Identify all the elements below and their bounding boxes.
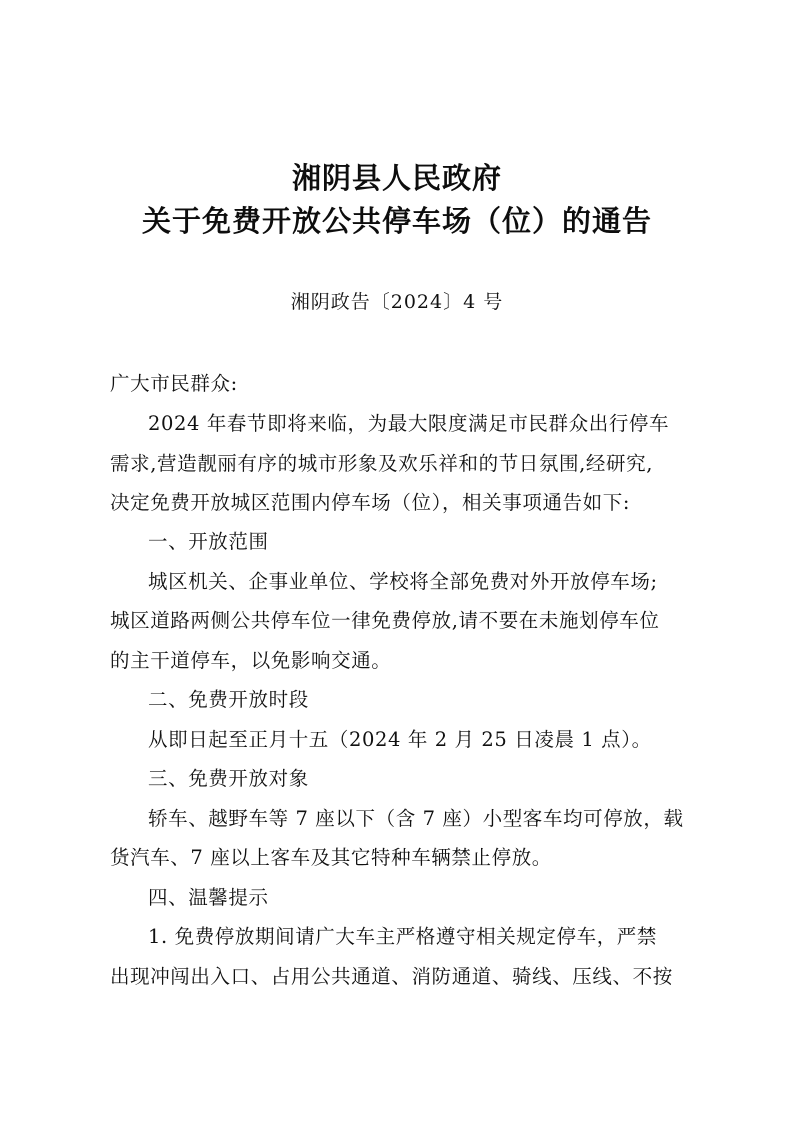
body-line: 城区机关、企事业单位、学校将全部免费对外开放停车场; [148, 570, 658, 593]
body-line: 决定免费开放城区范围内停车场（位），相关事项通告如下: [110, 491, 631, 514]
document-title-line-1: 湘阴县人民政府 [291, 161, 502, 195]
body-line: 从即日起至正月十五（2024 年 2 月 25 日凌晨 1 点）。 [148, 728, 652, 751]
document-title-line-2: 关于免费开放公共停车场（位）的通告 [141, 204, 652, 238]
section-heading: 二、免费开放时段 [148, 688, 309, 711]
document-number: 湘阴政告〔2024〕4 号 [290, 291, 504, 313]
body-line: 2024 年春节即将来临，为最大限度满足市民群众出行停车 [148, 412, 670, 435]
body-line: 货汽车、7 座以上客车及其它特种车辆禁止停放。 [110, 846, 552, 869]
section-heading: 三、免费开放对象 [148, 767, 309, 790]
salutation: 广大市民群众: [110, 372, 238, 395]
body-line: 的主干道停车，以免影响交通。 [110, 649, 392, 672]
section-heading: 一、开放范围 [148, 530, 269, 553]
body-line: 需求,营造靓丽有序的城市形象及欢乐祥和的节日氛围,经研究, [110, 452, 653, 475]
body-line: 城区道路两侧公共停车位一律免费停放,请不要在未施划停车位 [110, 609, 660, 632]
section-heading: 四、温馨提示 [148, 886, 269, 909]
body-line: 1. 免费停放期间请广大车主严格遵守相关规定停车，严禁 [148, 925, 658, 948]
body-line: 出现冲闯出入口、占用公共通道、消防通道、骑线、压线、不按 [110, 965, 673, 988]
body-line: 轿车、越野车等 7 座以下（含 7 座）小型客车均可停放，载 [148, 807, 684, 830]
